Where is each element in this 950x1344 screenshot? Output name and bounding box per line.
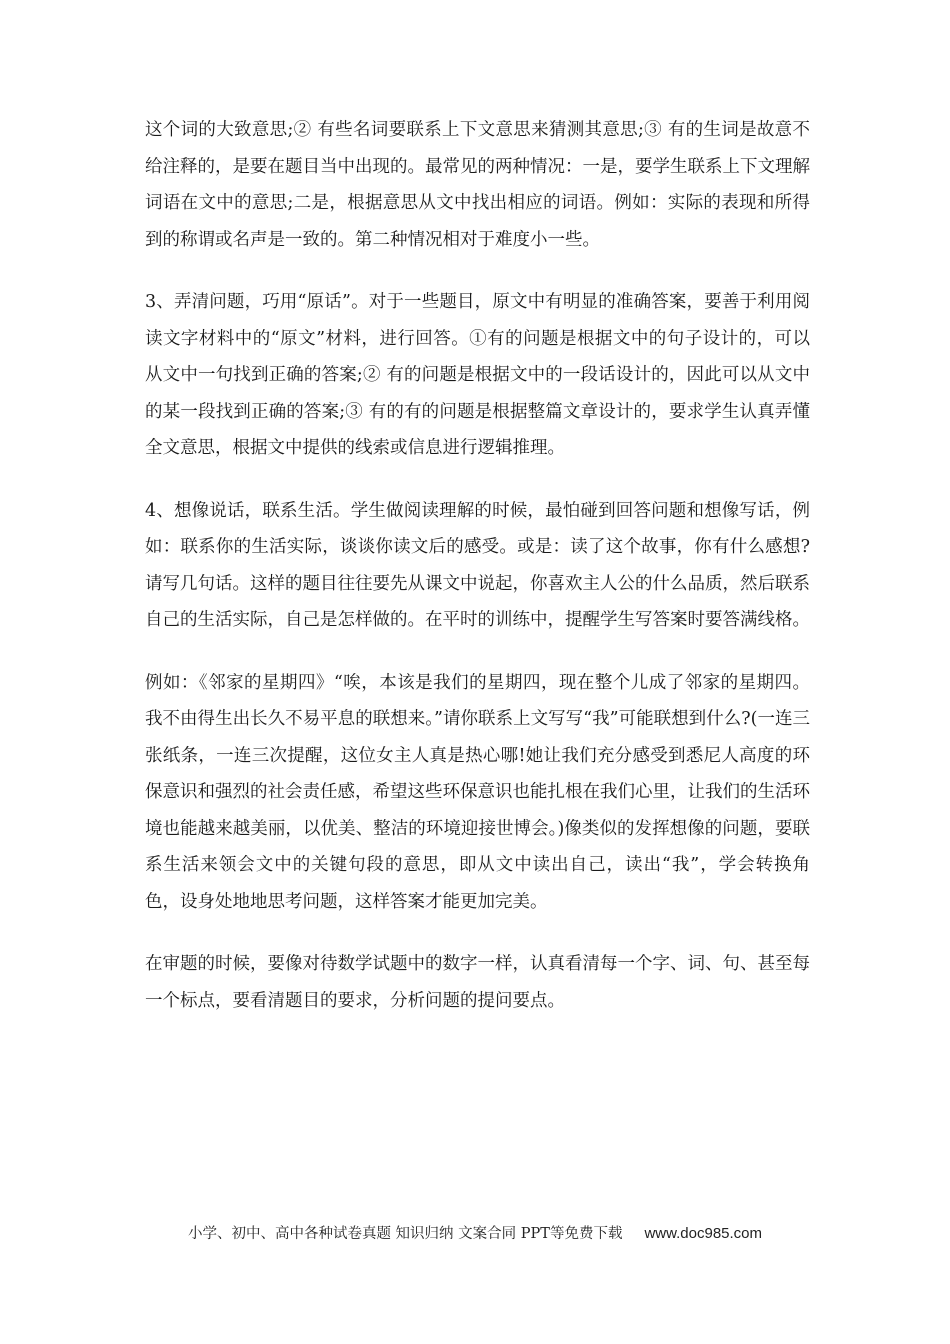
paragraph-2: 3、弄清问题，巧用“原话”。对于一些题目，原文中有明显的准确答案，要善于利用阅读文字材料中的“原文”材料，进行回答。①有的问题是根据文中的句子设计的，可以从文中一句找到正确的答案;② 有的问题是根据文中的一段话设计的，因此可以从文中的某一段找到正确的答案;③ 有的有的问题是根据整篇文章设计的，要求学生认真弄懂全文意思，根据文中提供的线索或信息进行逻辑推理。 (145, 292, 810, 458)
paragraph-3: 4、想像说话，联系生活。学生做阅读理解的时候，最怕碰到回答问题和想像写话，例如：联系你的生活实际，谈谈你读文后的感受。或是：读了这个故事，你有什么感想?请写几句话。这样的题目往往要先从课文中说起，你喜欢主人公的什么品质，然后联系自己的生活实际，自己是怎样做的。在平时的训练中，提醒学生写答案时要答满线格。 (145, 500, 810, 630)
footer-text: 小学、初中、高中各种试卷真题 知识归纳 文案合同 PPT等免费下载 (187, 1226, 623, 1242)
paragraph-4: 例如：《邻家的星期四》“唉，本该是我们的星期四，现在整个儿成了邻家的星期四。我不由得生出长久不易平息的联想来。”请你联系上文写写“我”可能联想到什么?(一连三张纸条，一连三次提醒，这位女主人真是热心哪!她让我们充分感受到悉尼人高度的环保意识和强烈的社会责任感，希望这些环保意识也能扎根在我们心里，让我们的生活环境也能越来越美丽，以优美、整洁的环境迎接世博会。)像类似的发挥想像的问题，要联系生活来领会文中的关键句段的意思，即从文中读出自己，读出“我”，学会转换角色，设身处地地思考问题，这样答案才能更加完美。 (145, 672, 810, 912)
paragraph-1: 这个词的大致意思;② 有些名词要联系上下文意思来猜测其意思;③ 有的生词是故意不给注释的，是要在题目当中出现的。最常见的两种情况：一是，要学生联系上下文理解词语在文中的意思;二是，根据意思从文中找出相应的词语。例如：实际的表现和所得到的称谓或名声是一致的。第二种情况相对于难度小一些。 (145, 120, 810, 250)
footer-site-link[interactable]: www.doc985.com (644, 1225, 763, 1242)
paragraph-5: 在审题的时候，要像对待数学试题中的数字一样，认真看清每一个字、词、句、甚至每一个标点，要看清题目的要求，分析问题的提问要点。 (145, 954, 810, 1011)
document-body (145, 112, 810, 1045)
page-footer (0, 1222, 950, 1243)
